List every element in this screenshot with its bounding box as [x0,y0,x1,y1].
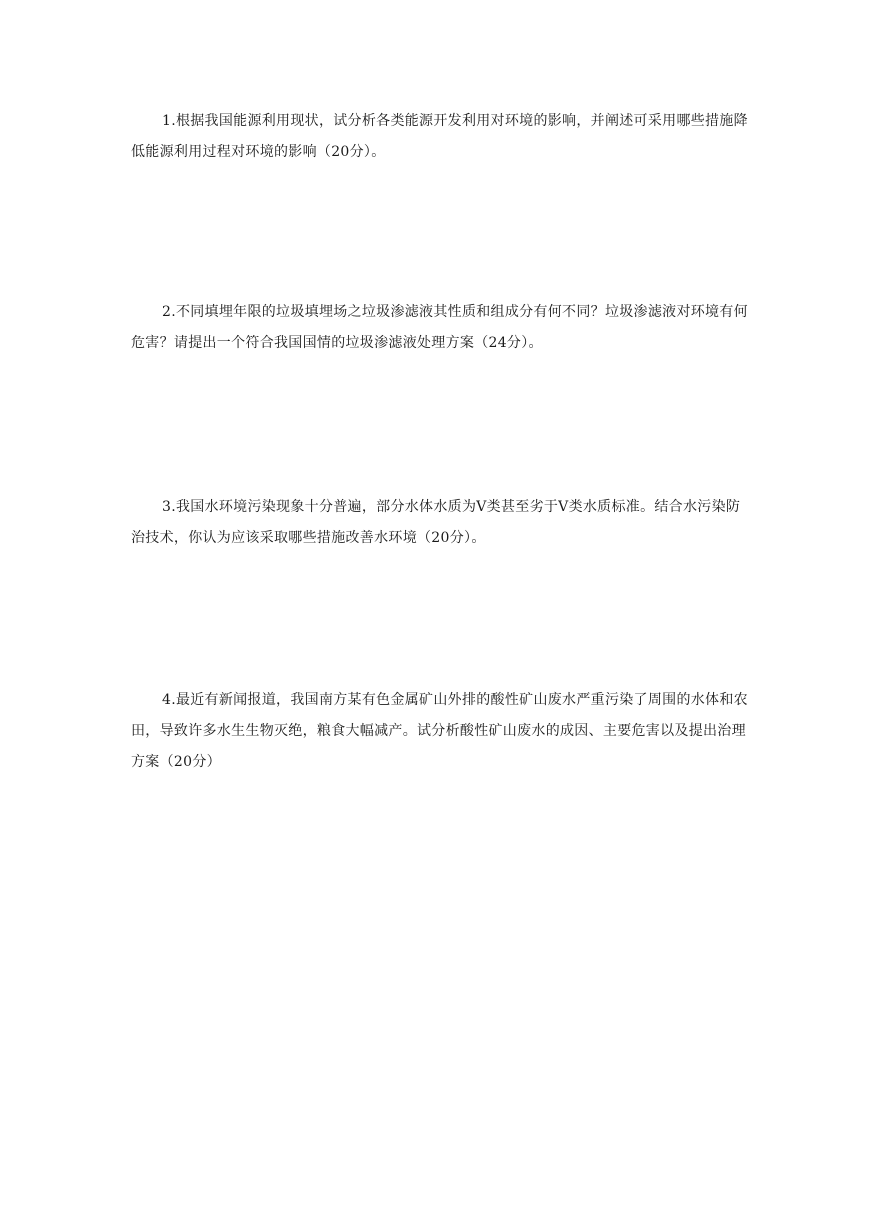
question-2: 2.不同填埋年限的垃圾填埋场之垃圾渗滤液其性质和组成分有何不同？垃圾渗滤液对环境有何危害？请提出一个符合我国国情的垃圾渗滤液处理方案（24分）。 [131,304,748,351]
question-1: 1.根据我国能源利用现状，试分析各类能源开发利用对环境的影响，并阐述可采用哪些措施降低能源利用过程对环境的影响（20分）。 [131,113,748,160]
question-4: 4.最近有新闻报道，我国南方某有色金属矿山外排的酸性矿山废水严重污染了周围的水体和农田，导致许多水生生物灭绝，粮食大幅减产。试分析酸性矿山废水的成因、主要危害以及提出治理方案（20分） [131,692,748,770]
question-3: 3.我国水环境污染现象十分普遍，部分水体水质为Ⅴ类甚至劣于Ⅴ类水质标准。结合水污染防治技术，你认为应该采取哪些措施改善水环境（20分）。 [131,499,741,546]
